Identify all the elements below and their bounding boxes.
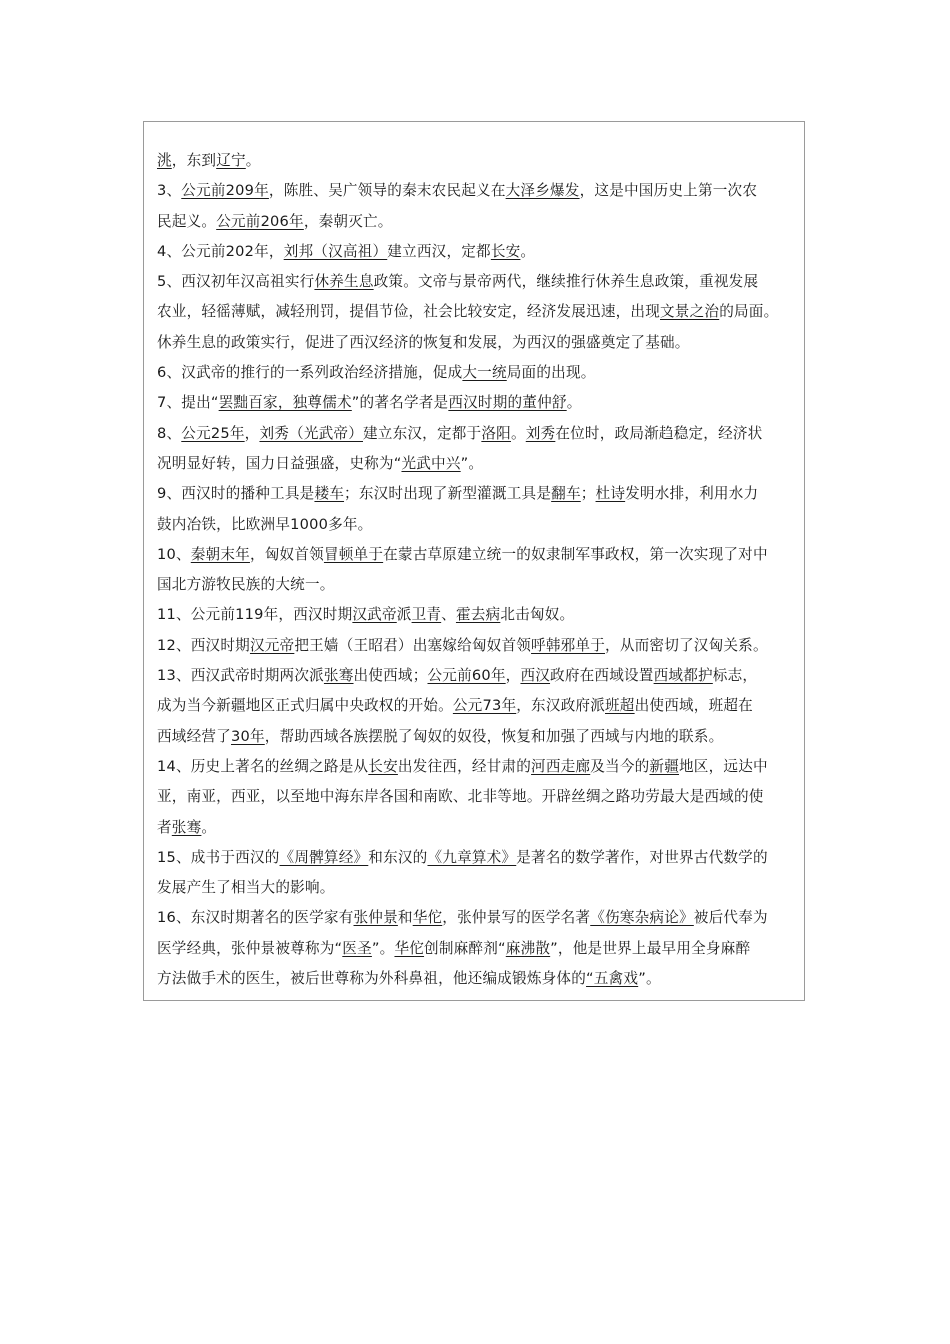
underlined-term: 文景之治 [660, 303, 720, 321]
text-segment: 者 [157, 818, 172, 836]
text-line [157, 540, 793, 570]
text-segment: 和 [397, 909, 413, 927]
underlined-term: 《伤寒杂病论》 [590, 909, 694, 927]
text-segment: 4、公元前202年， [157, 242, 284, 260]
text-line [157, 479, 793, 509]
underlined-term: 罢黜百家，独尊儒术 [218, 394, 352, 412]
text-segment: 政府在西域设置 [550, 667, 654, 685]
text-segment: 出使西域，班超在 [634, 697, 753, 715]
underlined-term: 华佗 [394, 939, 425, 957]
underlined-term: 公元前206年 [216, 212, 304, 230]
document-frame [143, 121, 805, 1001]
text-segment: 15、成书于西汉的 [157, 848, 280, 866]
text-segment: 13、西汉武帝时期两次派 [157, 667, 324, 685]
text-segment: ，秦朝灭亡。 [303, 212, 393, 230]
underlined-term: “五禽戏 [586, 970, 639, 988]
underlined-term: 汉武帝 [352, 606, 397, 624]
text-segment: 是著名的数学著作，对世界古代数学的 [516, 848, 768, 866]
text-segment: ，东汉政府派 [516, 697, 606, 715]
text-segment: 7、提出“ [157, 394, 219, 412]
text-line [157, 358, 793, 388]
text-segment: 被后代奉为 [693, 909, 768, 927]
text-segment: 在位时，政局渐趋稳定，经济状 [555, 424, 763, 442]
underlined-term: 西汉 [520, 667, 551, 685]
underlined-term: 刘邦（汉高祖） [283, 242, 388, 260]
text-segment: 国北方游牧民族的大统一。 [157, 576, 335, 594]
underlined-term: 卫青 [411, 606, 442, 624]
underlined-term: 30年 [230, 727, 265, 745]
underlined-term: 长安 [368, 757, 398, 775]
underlined-term: 华佗 [412, 909, 443, 927]
text-line [157, 237, 793, 267]
text-line [157, 873, 793, 903]
underlined-term: 耧车 [314, 485, 345, 503]
underlined-term: 公元前209年 [181, 182, 269, 200]
underlined-term: 杜诗 [595, 485, 626, 503]
text-segment: 创制麻醉剂“ [424, 939, 506, 957]
text-segment: 和东汉的 [368, 848, 428, 866]
underlined-term: 大泽乡爆发 [505, 182, 580, 200]
text-segment: 。 [520, 242, 536, 260]
underlined-term: 班超 [605, 697, 635, 715]
underlined-term: 西域都护 [653, 667, 713, 685]
text-line [157, 419, 793, 449]
text-segment: 。 [566, 394, 582, 412]
text-segment: ， [505, 667, 521, 685]
text-line [157, 843, 793, 873]
text-segment: 休养生息的政策实行，促进了西汉经济的恢复和发展，为西汉的强盛奠定了基础。 [157, 333, 690, 351]
text-segment: ，帮助西域各族摆脱了匈奴的奴役，恢复和加强了西域与内地的联系。 [264, 727, 724, 745]
text-segment: 8、 [157, 424, 182, 442]
text-segment: 11、公元前119年，西汉时期 [157, 606, 353, 624]
text-line [157, 388, 793, 418]
text-segment: 发展产生了相当大的影响。 [157, 879, 335, 897]
underlined-term: 大一统 [462, 364, 507, 382]
text-line [157, 207, 793, 237]
text-segment: 西域经营了 [157, 727, 231, 745]
text-segment: ， [244, 424, 260, 442]
underlined-term: 辽宁 [216, 152, 246, 169]
underlined-term: 公元前60年 [427, 667, 506, 685]
text-segment: 亚，南亚，西亚，以至地中海东岸各国和南欧、北非等地。开辟丝绸之路功劳最大是西域的使 [157, 788, 764, 806]
underlined-term: 刘秀（光武帝） [259, 424, 363, 442]
text-segment: 。 [245, 152, 261, 169]
underlined-term: 张骞 [171, 818, 202, 836]
text-segment: 鼓内冶铁，比欧洲早1000多年。 [157, 515, 373, 533]
underlined-term: 翻车 [551, 485, 581, 503]
text-segment: 况明显好转，国力日益强盛，史称为“ [157, 454, 402, 472]
text-segment: 派 [396, 606, 412, 624]
text-segment: ，匈奴首领 [249, 545, 324, 563]
text-segment: 标志， [712, 667, 758, 685]
underlined-term: 长安 [490, 242, 521, 260]
text-line [157, 782, 793, 812]
text-segment: 医学经典，张仲景被尊称为“ [157, 939, 343, 957]
text-segment: 及当今的 [590, 757, 650, 775]
text-segment: 的局面。 [719, 303, 779, 321]
underlined-term: 河西走廊 [531, 757, 591, 775]
text-segment: 建立东汉，定都于 [363, 424, 482, 442]
text-segment: ，从而密切了汉匈关系。 [605, 636, 768, 654]
text-segment: 16、东汉时期著名的医学家有 [157, 909, 354, 927]
text-segment: 10、 [157, 545, 191, 563]
text-segment: 。 [201, 818, 217, 836]
underlined-term: 《九章算术》 [427, 848, 517, 866]
text-line [157, 964, 793, 994]
text-segment: ”，他是世界上最早用全身麻醉 [550, 939, 751, 957]
underlined-term: 《周髀算经》 [279, 848, 369, 866]
underlined-term: 洛阳 [481, 424, 511, 442]
text-segment: 出使西域； [353, 667, 428, 685]
text-line [157, 176, 793, 206]
text-segment: 、 [441, 606, 456, 624]
text-segment: 建立西汉，定都 [387, 242, 491, 260]
text-segment: ，东到 [171, 152, 217, 169]
text-line [157, 297, 793, 327]
text-line [157, 146, 793, 176]
text-segment: 政策。文帝与景帝两代，继续推行休养生息政策，重视发展 [373, 273, 759, 291]
text-line [157, 661, 793, 691]
text-segment: 农业，轻徭薄赋，减轻刑罚，提倡节俭，社会比较安定，经济发展迅速，出现 [157, 303, 660, 321]
text-segment: ”的著名学者是 [351, 394, 449, 412]
text-segment: 局面的出现。 [506, 364, 596, 382]
text-segment: 成为当今新疆地区正式归属中央政权的开始。 [157, 697, 453, 715]
text-segment: 把王嫱（王昭君）出塞嫁给匈奴首领 [294, 636, 532, 654]
underlined-term: 休养生息 [314, 273, 374, 291]
text-segment: ”。 [371, 939, 395, 957]
text-line [157, 813, 793, 843]
text-line [157, 691, 793, 721]
text-segment: 在蒙古草原建立统一的奴隶制军事政权，第一次实现了对中 [383, 545, 768, 563]
underlined-term: 呼韩邪单于 [531, 636, 606, 654]
underlined-term: 光武中兴 [401, 454, 461, 472]
text-segment: ，这是中国历史上第一次农 [579, 182, 758, 200]
text-segment: 9、西汉时的播种工具是 [157, 485, 315, 503]
text-line [157, 449, 793, 479]
underlined-term: 医圣 [342, 939, 372, 957]
underlined-term: 秦朝末年 [190, 545, 250, 563]
underlined-term: 新疆 [649, 757, 680, 775]
underlined-term: 刘秀 [525, 424, 556, 442]
text-segment: ”。 [460, 454, 484, 472]
text-segment: 北击匈奴。 [500, 606, 575, 624]
text-segment: ，陈胜、吴广领导的秦末农民起义在 [268, 182, 506, 200]
underlined-term: 西汉时期的董仲舒 [448, 394, 567, 412]
underlined-term: 张仲景 [353, 909, 398, 927]
underlined-term: 公元25年 [181, 424, 245, 442]
text-segment: 民起义。 [157, 212, 217, 230]
text-segment: 6、汉武帝的推行的一系列政治经济措施，促成 [157, 364, 463, 382]
text-segment: 方法做手术的医生，被后世尊称为外科鼻祖，他还编成锻炼身体的 [157, 970, 587, 988]
text-segment: 地区，远达中 [679, 757, 768, 775]
text-line [157, 722, 793, 752]
text-segment: ，张仲景写的医学名著 [442, 909, 591, 927]
text-line [157, 600, 793, 630]
text-line [157, 903, 793, 933]
text-line [157, 752, 793, 782]
text-segment: ”。 [638, 970, 661, 988]
document-body [157, 146, 793, 994]
underlined-term: 霍去病 [455, 606, 501, 624]
text-segment: 出发往西，经甘肃的 [397, 757, 532, 775]
text-line [157, 570, 793, 600]
text-segment: 14、历史上著名的丝绸之路是从 [157, 757, 369, 775]
underlined-term: 洮 [157, 152, 172, 169]
text-segment: 3、 [157, 182, 182, 200]
text-segment: 发明水排，利用水力 [625, 485, 759, 503]
text-line [157, 267, 793, 297]
underlined-term: 汉元帝 [249, 636, 295, 654]
underlined-term: 张骞 [323, 667, 354, 685]
text-line [157, 328, 793, 358]
underlined-term: 冒顿单于 [323, 545, 384, 563]
text-segment: ； [580, 485, 596, 503]
text-segment: 。 [510, 424, 526, 442]
text-line [157, 934, 793, 964]
underlined-term: 公元73年 [452, 697, 517, 715]
text-segment: ；东汉时出现了新型灌溉工具是 [344, 485, 552, 503]
text-segment: 5、西汉初年汉高祖实行 [157, 273, 315, 291]
text-line [157, 510, 793, 540]
text-line [157, 631, 793, 661]
underlined-term: 麻沸散 [505, 939, 551, 957]
text-segment: 12、西汉时期 [157, 636, 250, 654]
